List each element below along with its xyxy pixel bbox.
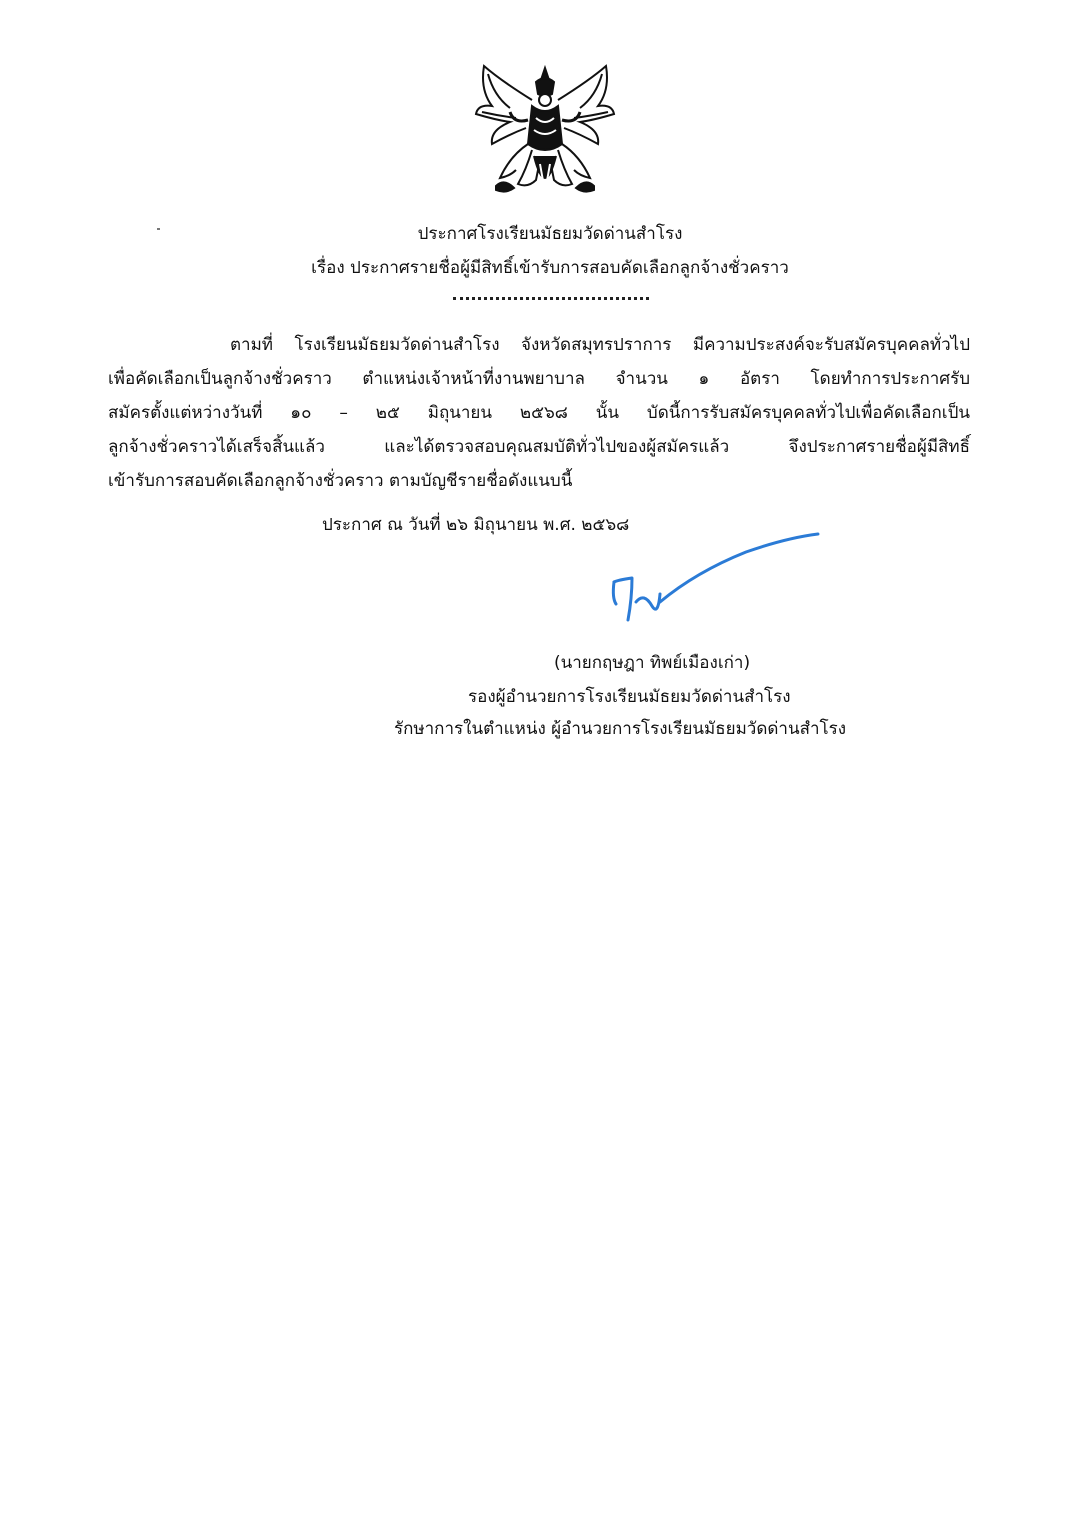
body-line-3: สมัครตั้งแต่หว่างวันที่ ๑๐ – ๒๕ มิถุนายน ๒๕๖๘ นั้น บัดนี้การรับสมัครบุคคลทั่วไปเพื่อคัดเลือกเป็น: [108, 403, 970, 423]
announcement-title: ประกาศโรงเรียนมัธยมวัดด่านสำโรง: [417, 224, 683, 244]
signer-position: รองผู้อำนวยการโรงเรียนมัธยมวัดด่านสำโรง: [468, 687, 791, 707]
dotted-separator: [453, 288, 649, 300]
signer-acting-position: รักษาการในตำแหน่ง ผู้อำนวยการโรงเรียนมัธยมวัดด่านสำโรง: [394, 719, 847, 739]
body-line-5: เข้ารับการสอบคัดเลือกลูกจ้างชั่วคราว ตามบัญชีรายชื่อดังแนบนี้: [108, 471, 573, 491]
announcement-subject: เรื่อง ประกาศรายชื่อผู้มีสิทธิ์เข้ารับการสอบคัดเลือกลูกจ้างชั่วคราว: [311, 258, 789, 278]
body-line-2: เพื่อคัดเลือกเป็นลูกจ้างชั่วคราว ตำแหน่งเจ้าหน้าที่งานพยาบาล จำนวน ๑ อัตรา โดยทำการประกาศรับ: [108, 369, 970, 389]
signer-name: (นายกฤษฎา ทิพย์เมืองเก่า): [554, 653, 751, 673]
garuda-emblem-icon: [470, 60, 620, 205]
announcement-date: ประกาศ ณ วันที่ ๒๖ มิถุนายน พ.ศ. ๒๕๖๘: [322, 515, 630, 535]
body-line-4: ลูกจ้างชั่วคราวได้เสร็จสิ้นแล้ว และได้ตรวจสอบคุณสมบัติทั่วไปของผู้สมัครแล้ว จึงประกาศรายชื่อผู้มีสิทธิ์: [108, 437, 970, 457]
body-line-1: ตามที่ โรงเรียนมัธยมวัดด่านสำโรง จังหวัดสมุทรปราการ มีความประสงค์จะรับสมัครบุคคลทั่วไป: [230, 335, 970, 355]
handwritten-signature: [596, 528, 826, 638]
